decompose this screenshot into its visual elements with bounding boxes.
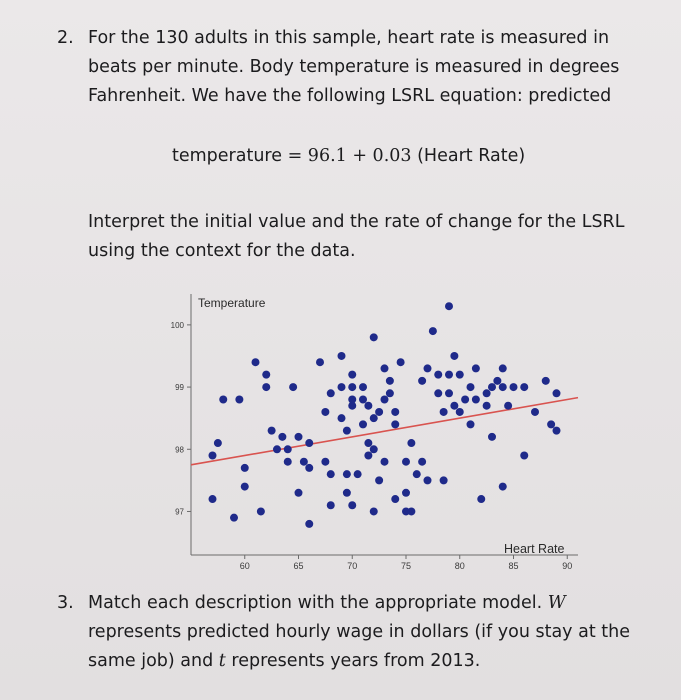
data-point: [364, 439, 372, 447]
question-2-number: 2.: [57, 28, 74, 48]
data-point: [407, 439, 415, 447]
data-point: [429, 327, 437, 335]
data-point: [321, 408, 329, 416]
data-point: [268, 427, 276, 435]
data-point: [241, 464, 249, 472]
question-3-text-c: represents years from 2013.: [231, 651, 481, 671]
var-t: t: [218, 651, 226, 671]
data-point: [289, 383, 297, 391]
data-point: [359, 420, 367, 428]
data-point: [381, 458, 389, 466]
data-point: [445, 302, 453, 310]
equation-suffix: (Heart Rate): [417, 146, 526, 166]
data-point: [359, 396, 367, 404]
data-point: [257, 507, 265, 515]
data-point: [219, 396, 227, 404]
data-point: [520, 383, 528, 391]
data-point: [493, 377, 501, 385]
data-point: [370, 445, 378, 453]
data-point: [370, 414, 378, 422]
data-point: [547, 420, 555, 428]
data-point: [305, 439, 313, 447]
data-point: [348, 396, 356, 404]
y-tick-label: 98: [175, 445, 184, 455]
data-point: [553, 389, 561, 397]
chart-axes: [191, 294, 578, 555]
data-point: [262, 371, 270, 379]
data-point: [477, 495, 485, 503]
data-point: [354, 470, 362, 478]
data-point: [472, 396, 480, 404]
data-point: [450, 402, 458, 410]
question-2-prompt: Interpret the initial value and the rate of change for the LSRL using the context for the data.: [88, 212, 625, 261]
data-point: [338, 383, 346, 391]
data-point: [284, 458, 292, 466]
data-point: [321, 458, 329, 466]
data-point: [391, 420, 399, 428]
data-point: [278, 433, 286, 441]
data-point: [488, 383, 496, 391]
data-point: [445, 371, 453, 379]
data-point: [338, 352, 346, 360]
data-point: [343, 470, 351, 478]
data-point: [375, 408, 383, 416]
data-point: [230, 514, 238, 522]
data-point: [295, 489, 303, 497]
data-point: [386, 389, 394, 397]
data-point: [305, 464, 313, 472]
data-point: [327, 389, 335, 397]
data-point: [359, 383, 367, 391]
x-axis-label: Heart Rate: [504, 542, 565, 556]
data-point: [375, 476, 383, 484]
data-point: [424, 364, 432, 372]
data-point: [504, 402, 512, 410]
data-point: [209, 451, 217, 459]
data-point: [370, 333, 378, 341]
data-point: [386, 377, 394, 385]
data-point: [348, 371, 356, 379]
x-tick-label: 60: [239, 561, 250, 571]
data-point: [520, 451, 528, 459]
data-point: [461, 396, 469, 404]
x-tick-label: 80: [454, 561, 465, 571]
question-3-text-b: represents predicted hourly wage in dollars (if you stay at the same job) and: [88, 622, 630, 671]
data-point: [343, 489, 351, 497]
data-point: [262, 383, 270, 391]
y-tick-label: 99: [175, 383, 184, 393]
data-point: [434, 371, 442, 379]
y-axis-label: Temperature: [198, 296, 266, 310]
equation-rhs: = 96.1 + 0.03: [287, 146, 412, 166]
x-tick-label: 90: [562, 561, 573, 571]
data-point: [472, 364, 480, 372]
data-point: [391, 495, 399, 503]
data-point: [499, 383, 507, 391]
question-3-text: [88, 589, 663, 676]
y-tick-label: 100: [170, 320, 184, 330]
data-point: [499, 483, 507, 491]
data-point: [407, 507, 415, 515]
x-tick-label: 70: [347, 561, 358, 571]
regression-line: [191, 398, 578, 465]
data-point: [456, 408, 464, 416]
data-point: [300, 458, 308, 466]
data-point: [553, 427, 561, 435]
data-point: [214, 439, 222, 447]
data-point: [424, 476, 432, 484]
data-point: [483, 402, 491, 410]
data-point: [343, 427, 351, 435]
data-point: [418, 377, 426, 385]
data-point: [440, 476, 448, 484]
var-w: W: [547, 593, 566, 613]
data-point: [413, 470, 421, 478]
data-point: [397, 358, 405, 366]
data-point: [252, 358, 260, 366]
data-point: [418, 458, 426, 466]
data-point: [456, 371, 464, 379]
question-3-text-a: Match each description with the appropriate model.: [88, 593, 543, 613]
data-point: [241, 483, 249, 491]
x-tick-label: 65: [293, 561, 304, 571]
question-2-text: For the 130 adults in this sample, heart rate is measured in beats per minute. Body temperature is measured in degrees Fahrenheit. We have the following LSRL equation: predicted: [88, 28, 620, 106]
data-point: [450, 352, 458, 360]
data-point: [273, 445, 281, 453]
data-point: [402, 458, 410, 466]
data-point: [284, 445, 292, 453]
data-point: [295, 433, 303, 441]
data-point: [348, 383, 356, 391]
data-point: [467, 420, 475, 428]
x-tick-label: 75: [400, 561, 412, 571]
equation-label: temperature: [172, 146, 282, 166]
data-point: [467, 383, 475, 391]
data-point: [381, 364, 389, 372]
data-point: [542, 377, 550, 385]
data-point: [327, 501, 335, 509]
data-point: [348, 501, 356, 509]
data-point: [209, 495, 217, 503]
data-point: [364, 451, 372, 459]
data-point: [391, 408, 399, 416]
data-point: [434, 389, 442, 397]
data-point: [440, 408, 448, 416]
data-point: [531, 408, 539, 416]
data-point: [338, 414, 346, 422]
data-point: [488, 433, 496, 441]
data-point: [445, 389, 453, 397]
data-point: [402, 489, 410, 497]
data-point: [483, 389, 491, 397]
data-point: [499, 364, 507, 372]
question-3-number: 3.: [57, 593, 74, 613]
data-point: [381, 396, 389, 404]
x-tick-label: 85: [508, 561, 519, 571]
data-point: [364, 402, 372, 410]
y-tick-label: 97: [175, 507, 184, 517]
data-point: [316, 358, 324, 366]
data-point: [370, 507, 378, 515]
data-point: [327, 470, 335, 478]
data-point: [305, 520, 313, 528]
data-point: [510, 383, 518, 391]
data-point: [235, 396, 243, 404]
